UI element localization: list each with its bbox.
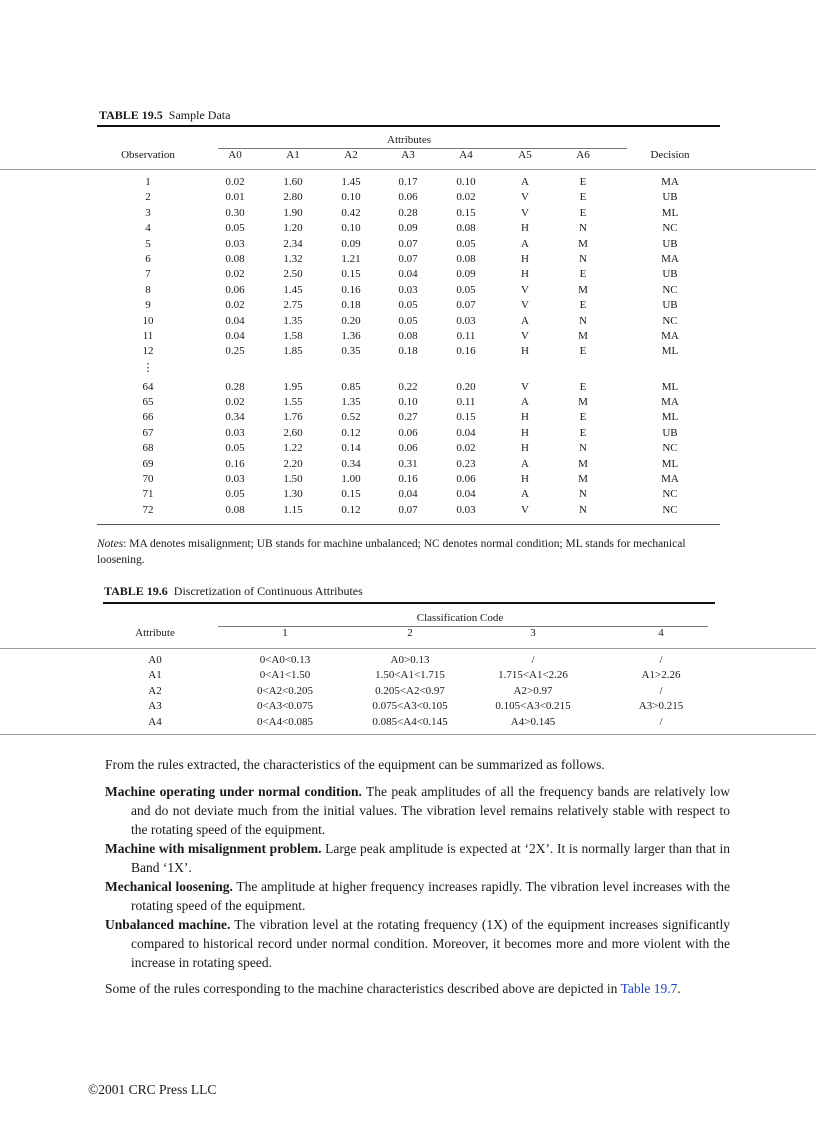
table-cell: 2.50 — [283, 268, 303, 281]
table-cell: 0.02 — [225, 176, 245, 188]
table-cell: 0.03 — [398, 283, 418, 296]
table-cell: UB — [662, 299, 678, 312]
table-cell: 1.85 — [283, 345, 303, 358]
table-cell: 0.02 — [456, 442, 476, 455]
table-row — [0, 654, 816, 669]
table-19-6-title: Discretization of Continuous Attributes — [173, 584, 363, 598]
table-cell: ML — [661, 206, 679, 219]
table-cell: E — [579, 380, 587, 393]
table-cell: 0.05 — [225, 442, 245, 455]
table-cell: 0<A3<0.075 — [256, 700, 314, 713]
table-cell: NC — [662, 314, 678, 327]
table-19-6-top-rule — [103, 602, 715, 604]
table-cell: / — [659, 715, 663, 728]
table-cell: 1.00 — [341, 473, 361, 486]
table-row — [0, 669, 816, 684]
table-cell: M — [578, 283, 588, 296]
table-cell: 0.14 — [341, 442, 361, 455]
attributes-heading: Attributes — [387, 134, 431, 146]
table-cell: E — [579, 345, 587, 358]
table-cell: 0<A0<0.13 — [259, 654, 311, 666]
table-row — [0, 381, 816, 396]
table-cell: 1.36 — [341, 329, 361, 342]
table-cell: 0.52 — [341, 411, 361, 424]
table-cell: H — [521, 473, 529, 486]
table-cell: 0.15 — [341, 268, 361, 281]
table-row — [0, 253, 816, 268]
table-cell: NC — [662, 283, 678, 296]
table-cell: 9 — [145, 299, 151, 312]
definition-term: Unbalanced machine. — [105, 917, 231, 932]
table-19-6-label: TABLE 19.6 — [104, 584, 168, 598]
table-cell: 0.12 — [341, 503, 361, 516]
table-cell: M — [578, 457, 588, 470]
body-text — [105, 755, 730, 972]
table-cell: 5 — [145, 237, 151, 250]
table-cell: A — [521, 457, 529, 470]
table-cell: V — [521, 503, 529, 516]
table-cell: 0.85 — [341, 380, 361, 393]
table-cell: 0.08 — [456, 252, 476, 265]
table-19-7-link[interactable]: Table 19.7 — [620, 981, 678, 996]
table-cell: N — [579, 442, 587, 455]
table-cell: E — [579, 191, 587, 204]
column-header-a1: A1 — [286, 149, 300, 161]
column-header-a2: A2 — [344, 149, 358, 161]
column-header-a4: A4 — [459, 149, 473, 161]
definition-text: The peak amplitudes of all the frequency bands are relatively low and do not deviate much from the initial values. The vibration level remains relatively stable with respect to the rotating speed of the equipment. — [131, 784, 730, 837]
table-cell: 0.07 — [398, 503, 418, 516]
column-header-code-3: 3 — [530, 627, 536, 639]
table-cell: A4>0.145 — [510, 715, 556, 728]
table-cell: 0.04 — [398, 268, 418, 281]
table-row — [0, 504, 816, 519]
table-cell: 0.20 — [456, 380, 476, 393]
table-19-5-rows-top — [0, 176, 816, 361]
table-row — [0, 222, 816, 237]
table-cell: 0.34 — [341, 457, 361, 470]
table-row — [0, 411, 816, 426]
table-cell: 1.60 — [283, 176, 303, 188]
table-19-5-ellipsis-row — [0, 361, 816, 381]
column-header-code-2: 2 — [407, 627, 413, 639]
table-cell: M — [578, 329, 588, 342]
table-cell: A — [521, 488, 529, 501]
table-cell: N — [579, 222, 587, 235]
table-cell: 0.085<A4<0.145 — [372, 715, 448, 728]
table-cell: 0.06 — [398, 442, 418, 455]
table-row — [0, 284, 816, 299]
table-cell: 10 — [142, 314, 154, 327]
table-row — [0, 396, 816, 411]
table-cell: 0.02 — [225, 396, 245, 409]
table-cell: 0.03 — [456, 314, 476, 327]
table-cell: 8 — [145, 283, 151, 296]
table-cell: 0.08 — [225, 252, 245, 265]
table-cell: 0.27 — [398, 411, 418, 424]
table-cell: 1.90 — [283, 206, 303, 219]
table-cell: A4 — [148, 715, 162, 728]
table-row — [0, 442, 816, 457]
table-cell: A2 — [148, 684, 162, 697]
table-cell: MA — [661, 329, 679, 342]
classification-code-heading: Classification Code — [416, 612, 504, 624]
table-cell: E — [579, 206, 587, 219]
table-19-6-header-row — [0, 627, 816, 643]
table-cell: E — [579, 299, 587, 312]
column-header-attribute: Attribute — [135, 627, 175, 639]
table-cell: 0.07 — [456, 299, 476, 312]
table-cell: V — [521, 299, 529, 312]
table-cell: 0<A4<0.085 — [256, 715, 314, 728]
table-cell: 0.03 — [225, 473, 245, 486]
table-cell: 0.09 — [398, 222, 418, 235]
table-cell: 0.02 — [456, 191, 476, 204]
table-cell: 2.60 — [283, 426, 303, 439]
table-cell: 1.50<A1<1.715 — [375, 669, 445, 682]
table-row — [0, 299, 816, 314]
table-cell: 0.05 — [456, 283, 476, 296]
table-cell: 1.21 — [341, 252, 361, 265]
table-cell: V — [521, 380, 529, 393]
table-cell: 4 — [145, 222, 151, 235]
table-cell: A2>0.97 — [513, 684, 553, 697]
table-cell: 1.715<A1<2.26 — [498, 669, 568, 682]
table-cell: 1.32 — [283, 252, 303, 265]
table-cell: 2.34 — [283, 237, 303, 250]
table-cell: NC — [662, 488, 678, 501]
table-cell: 11 — [142, 329, 154, 342]
table-cell: 70 — [142, 473, 154, 486]
table-cell: 0.03 — [456, 503, 476, 516]
table-row — [0, 330, 816, 345]
closing-end: . — [677, 981, 681, 996]
table-cell: A0 — [148, 654, 162, 666]
table-cell: 0.28 — [398, 206, 418, 219]
table-cell: N — [579, 488, 587, 501]
definition-unbalanced — [105, 915, 730, 972]
table-cell: 2 — [145, 191, 151, 204]
table-cell: UB — [662, 426, 678, 439]
table-cell: 0.04 — [456, 426, 476, 439]
column-header-a5: A5 — [518, 149, 532, 161]
table-cell: H — [521, 268, 529, 281]
table-cell: 0.42 — [341, 206, 361, 219]
table-cell: A — [521, 237, 529, 250]
table-cell: 1.58 — [283, 329, 303, 342]
table-cell: 0.16 — [456, 345, 476, 358]
table-cell: 0.105<A3<0.215 — [495, 700, 571, 713]
table-cell: N — [579, 503, 587, 516]
table-19-5-body — [0, 176, 816, 519]
table-cell: 0.02 — [225, 299, 245, 312]
table-cell: 0.05 — [225, 222, 245, 235]
column-header-a0: A0 — [228, 149, 242, 161]
table-cell: 0.05 — [398, 299, 418, 312]
table-cell: V — [521, 206, 529, 219]
definition-term: Machine operating under normal condition. — [105, 784, 362, 799]
table-cell: M — [578, 237, 588, 250]
table-cell: 0.04 — [398, 488, 418, 501]
table-cell: 0.10 — [341, 191, 361, 204]
table-cell: ML — [661, 457, 679, 470]
table-cell: 0.16 — [225, 457, 245, 470]
table-cell: 1.76 — [283, 411, 303, 424]
table-19-5-title: Sample Data — [168, 108, 231, 122]
table-cell: A — [521, 396, 529, 409]
table-cell: V — [521, 329, 529, 342]
table-cell: 0.07 — [398, 237, 418, 250]
table-19-5-header-row — [0, 149, 816, 165]
column-header-decision: Decision — [650, 149, 690, 161]
table-cell: 1.55 — [283, 396, 303, 409]
table-cell: 0.23 — [456, 457, 476, 470]
table-cell: 0.06 — [225, 283, 245, 296]
column-header-observation: Observation — [121, 149, 175, 161]
table-cell: E — [579, 426, 587, 439]
table-cell: 0<A1<1.50 — [259, 669, 311, 682]
table-cell: 64 — [142, 380, 154, 393]
definition-text: The amplitude at higher frequency increases rapidly. The vibration level increases with the rotating speed of the equipment. — [131, 879, 730, 913]
table-cell: V — [521, 191, 529, 204]
table-cell: NC — [662, 503, 678, 516]
table-19-5-label: TABLE 19.5 — [99, 108, 163, 122]
table-cell: 2.20 — [283, 457, 303, 470]
table-row — [0, 458, 816, 473]
table-cell: A — [521, 314, 529, 327]
table-cell: 1.50 — [283, 473, 303, 486]
table-cell: 0.10 — [341, 222, 361, 235]
table-cell: A1 — [148, 669, 162, 682]
table-cell: 0.08 — [398, 329, 418, 342]
table-cell: 0.08 — [225, 503, 245, 516]
table-cell: 2.80 — [283, 191, 303, 204]
table-cell: 0.16 — [398, 473, 418, 486]
table-cell: H — [521, 252, 529, 265]
table-row — [0, 191, 816, 206]
table-cell: E — [579, 268, 587, 281]
table-cell: V — [521, 283, 529, 296]
table-cell: 0.10 — [456, 176, 476, 188]
table-cell: 0.11 — [456, 329, 476, 342]
table-19-5-bottom-rule — [97, 524, 720, 525]
closing-paragraph — [88, 979, 730, 998]
table-row — [0, 427, 816, 442]
table-cell: 0.05 — [456, 237, 476, 250]
table-cell: ML — [661, 345, 679, 358]
table-cell: 0.15 — [456, 206, 476, 219]
table-cell: MA — [661, 396, 679, 409]
table-cell: M — [578, 473, 588, 486]
table-row — [0, 716, 816, 731]
table-cell: 0.09 — [456, 268, 476, 281]
definition-normal — [105, 782, 730, 839]
table-cell: 0.06 — [456, 473, 476, 486]
intro-paragraph: From the rules extracted, the characteristics of the equipment can be summarized as follows. — [105, 757, 605, 772]
table-cell: 0.25 — [225, 345, 245, 358]
table-cell: 1.22 — [283, 442, 303, 455]
table-cell: 0.15 — [341, 488, 361, 501]
table-cell: 0.04 — [456, 488, 476, 501]
table-row — [0, 207, 816, 222]
definition-loosening — [105, 877, 730, 915]
table-row — [0, 238, 816, 253]
table-cell: 0.31 — [398, 457, 418, 470]
table-19-5-caption — [99, 108, 230, 123]
table-cell: 0.18 — [341, 299, 361, 312]
table-cell: 0.11 — [456, 396, 476, 409]
table-cell: / — [659, 654, 663, 666]
table-cell: 0.28 — [225, 380, 245, 393]
table-row — [0, 700, 816, 715]
definition-term: Machine with misalignment problem. — [105, 841, 322, 856]
table-cell: E — [579, 411, 587, 424]
table-cell: 71 — [142, 488, 154, 501]
table-cell: 0.35 — [341, 345, 361, 358]
column-header-code-4: 4 — [658, 627, 664, 639]
definition-text: Large peak amplitude is expected at ‘2X’. It is normally larger than that in Band ‘1X’. — [131, 841, 730, 875]
table-19-5-rows-bottom — [0, 381, 816, 520]
table-cell: 7 — [145, 268, 151, 281]
table-cell: 1.95 — [283, 380, 303, 393]
table-cell: 0.05 — [398, 314, 418, 327]
notes-label: Notes — [97, 538, 124, 550]
table-cell: 0.20 — [341, 314, 361, 327]
definition-misalignment — [105, 839, 730, 877]
table-cell: H — [521, 442, 529, 455]
table-row — [0, 488, 816, 503]
table-cell: / — [531, 654, 535, 666]
table-cell: 1.35 — [283, 314, 303, 327]
table-19-6-body — [0, 654, 816, 731]
table-cell: 2.75 — [283, 299, 303, 312]
table-cell: 0.30 — [225, 206, 245, 219]
table-cell: N — [579, 314, 587, 327]
table-cell: M — [578, 396, 588, 409]
table-cell: 12 — [142, 345, 154, 358]
table-cell: 1.45 — [341, 176, 361, 188]
table-cell: 66 — [142, 411, 154, 424]
table-cell: A — [521, 176, 529, 188]
table-cell: 0.18 — [398, 345, 418, 358]
closing-text: Some of the rules corresponding to the machine characteristics described above are depicted in — [105, 981, 621, 996]
table-cell: 0.09 — [341, 237, 361, 250]
table-cell: A3>0.215 — [638, 700, 684, 713]
table-cell: 68 — [142, 442, 154, 455]
table-cell: 0.04 — [225, 329, 245, 342]
table-cell: 0<A2<0.205 — [256, 684, 314, 697]
table-row — [0, 345, 816, 360]
table-cell: H — [521, 411, 529, 424]
table-19-5-header-rule — [0, 169, 816, 170]
definition-text: The vibration level at the rotating frequency (1X) of the equipment increases significantly compared to historical record under normal condition. Moreover, it becomes more and more violent with the increase in rotating speed. — [131, 917, 730, 970]
table-cell: 0.01 — [225, 191, 245, 204]
table-cell: ML — [661, 411, 679, 424]
table-cell: / — [659, 684, 663, 697]
table-cell: A0>0.13 — [390, 654, 430, 666]
table-cell: 69 — [142, 457, 154, 470]
table-cell: 72 — [142, 503, 154, 516]
table-cell: 0.15 — [456, 411, 476, 424]
table-cell: ML — [661, 380, 679, 393]
table-cell: 0.16 — [341, 283, 361, 296]
table-cell: 0.07 — [398, 252, 418, 265]
table-cell: 0.22 — [398, 380, 418, 393]
table-cell: 0.34 — [225, 411, 245, 424]
vertical-ellipsis: ⋮ — [142, 361, 154, 374]
table-row — [0, 176, 816, 191]
table-row — [0, 473, 816, 488]
table-row — [0, 685, 816, 700]
table-19-5-top-rule — [97, 125, 720, 127]
table-cell: 0.06 — [398, 426, 418, 439]
table-19-6-header-rule — [0, 648, 816, 649]
column-header-a3: A3 — [401, 149, 415, 161]
table-row — [0, 268, 816, 283]
table-cell: 6 — [145, 252, 151, 265]
table-cell: 1.30 — [283, 488, 303, 501]
table-cell: 0.075<A3<0.105 — [372, 700, 448, 713]
table-cell: 0.12 — [341, 426, 361, 439]
table-row — [0, 315, 816, 330]
table-cell: A1>2.26 — [641, 669, 681, 682]
table-cell: H — [521, 426, 529, 439]
table-cell: 1.35 — [341, 396, 361, 409]
table-cell: NC — [662, 442, 678, 455]
table-cell: 0.03 — [225, 426, 245, 439]
table-cell: UB — [662, 191, 678, 204]
table-19-6-caption — [104, 584, 363, 599]
table-cell: H — [521, 222, 529, 235]
table-cell: MA — [661, 176, 679, 188]
table-cell: 1.15 — [283, 503, 303, 516]
table-cell: MA — [661, 252, 679, 265]
table-cell: 0.10 — [398, 396, 418, 409]
definition-term: Mechanical loosening. — [105, 879, 233, 894]
table-cell: 0.02 — [225, 268, 245, 281]
table-cell: 0.04 — [225, 314, 245, 327]
table-cell: H — [521, 345, 529, 358]
column-header-a6: A6 — [576, 149, 590, 161]
column-header-code-1: 1 — [282, 627, 288, 639]
copyright-footer: ©2001 CRC Press LLC — [88, 1082, 217, 1097]
table-cell: 65 — [142, 396, 154, 409]
table-cell: 0.17 — [398, 176, 418, 188]
table-19-6-bottom-rule — [0, 734, 816, 735]
table-cell: 0.05 — [225, 488, 245, 501]
table-cell: E — [579, 176, 587, 188]
table-cell: 0.08 — [456, 222, 476, 235]
table-cell: 0.205<A2<0.97 — [375, 684, 445, 697]
table-cell: 67 — [142, 426, 154, 439]
table-cell: A3 — [148, 700, 162, 713]
table-cell: 1.45 — [283, 283, 303, 296]
table-cell: 0.06 — [398, 191, 418, 204]
table-cell: UB — [662, 268, 678, 281]
table-cell: 1 — [145, 176, 151, 188]
table-cell: N — [579, 252, 587, 265]
notes-text: : MA denotes misalignment; UB stands for machine unbalanced; NC denotes normal condition; ML stands for mechanical loosening. — [97, 538, 686, 566]
table-cell: MA — [661, 473, 679, 486]
table-19-5-notes — [97, 536, 725, 568]
table-cell: 0.03 — [225, 237, 245, 250]
table-cell: UB — [662, 237, 678, 250]
table-cell: 1.20 — [283, 222, 303, 235]
table-cell: NC — [662, 222, 678, 235]
table-cell: 3 — [145, 206, 151, 219]
